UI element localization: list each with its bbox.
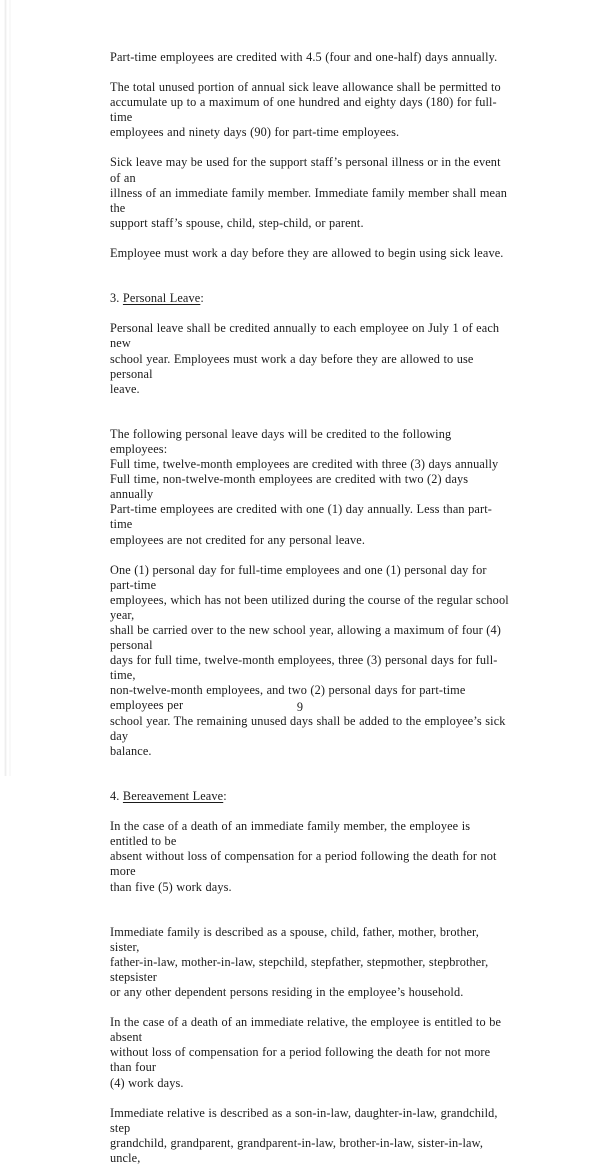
paragraph-personal-leave-allotment: The following personal leave days will be credited to the following employees: Full time, twelve-month employees are credited with three (3) days annually Full time, non-twelve-month employees are credited with two (2) days annually Part-time employees are credited with one (1) day annually. Less than part-time employees are not credited for any personal leave. <box>110 426 499 547</box>
scan-artifact-streak <box>4 0 7 776</box>
scan-artifact-streak-secondary <box>9 0 11 776</box>
section-heading-bereavement-leave <box>110 789 510 804</box>
section-title: Bereavement Leave <box>122 788 224 803</box>
section-body-bereavement-leave: In the case of a death of an immediate family member, the employee is entitled to be absent without loss of compensation for a period following the death for not more than five (5) work days. <box>110 819 497 894</box>
section-title: Personal Leave <box>122 291 201 306</box>
document-text-column <box>110 50 510 1166</box>
paragraph-sick-leave-accumulation: The total unused portion of annual sick leave allowance shall be permitted to accumulate up to a maximum of one hundred and eighty days (180) for full-time employees and ninety days (90) for part-time employees. <box>110 80 501 140</box>
section-number: 4. <box>110 788 120 803</box>
section-title-suffix: : <box>200 291 204 306</box>
paragraph-sick-leave-usage: Sick leave may be used for the support staff’s personal illness or in the event of an illness of an immediate family member. Immediate family member shall mean the support staff’s spouse, child, step-child, or parent. <box>110 155 507 230</box>
paragraph-sick-leave-waiting-period: Employee must work a day before they are allowed to begin using sick leave. <box>110 245 504 260</box>
section-bereavement-leave <box>110 774 510 910</box>
paragraph-immediate-relative-definition: Immediate relative is described as a son-in-law, daughter-in-law, grandchild, step grandchild, grandparent, grandparent-in-law, brother-in-law, sister-in-law, uncle, <box>110 1105 498 1165</box>
section-personal-leave <box>110 276 510 412</box>
paragraph-immediate-relative-death: In the case of a death of an immediate relative, the employee is entitled to be absent without loss of compensation for a period following the death for not more than four (4) work days. <box>110 1015 502 1090</box>
section-title-suffix: : <box>223 788 227 803</box>
section-number: 3. <box>110 291 120 306</box>
paragraph-personal-leave-carryover: One (1) personal day for full-time employees and one (1) personal day for part-time employees, which has not been utilized during the course of the regular school year, shall be carried over to the new school year, allowing a maximum of four (4) personal days for full time, twelve-month employees, three (3) personal days for full-time, non-twelve-month employees, and two (2) personal days for part-time employees per school year. The remaining unused days shall be added to the employee’s sick day balance. <box>110 562 509 758</box>
section-heading-personal-leave <box>110 291 510 306</box>
paragraph-immediate-family-definition: Immediate family is described as a spouse, child, father, mother, brother, sister, father-in-law, mother-in-law, stepchild, stepfather, stepmother, stepbrother, stepsister or any other dependent persons residing in the employee’s household. <box>110 924 489 1000</box>
section-body-personal-leave: Personal leave shall be credited annually to each employee on July 1 of each new school year. Employees must work a day before they are allowed to use personal leave. <box>110 321 500 396</box>
page-number: 9 <box>296 700 304 714</box>
paragraph-part-time-credit: Part-time employees are credited with 4.5 (four and one-half) days annually. <box>110 50 498 64</box>
